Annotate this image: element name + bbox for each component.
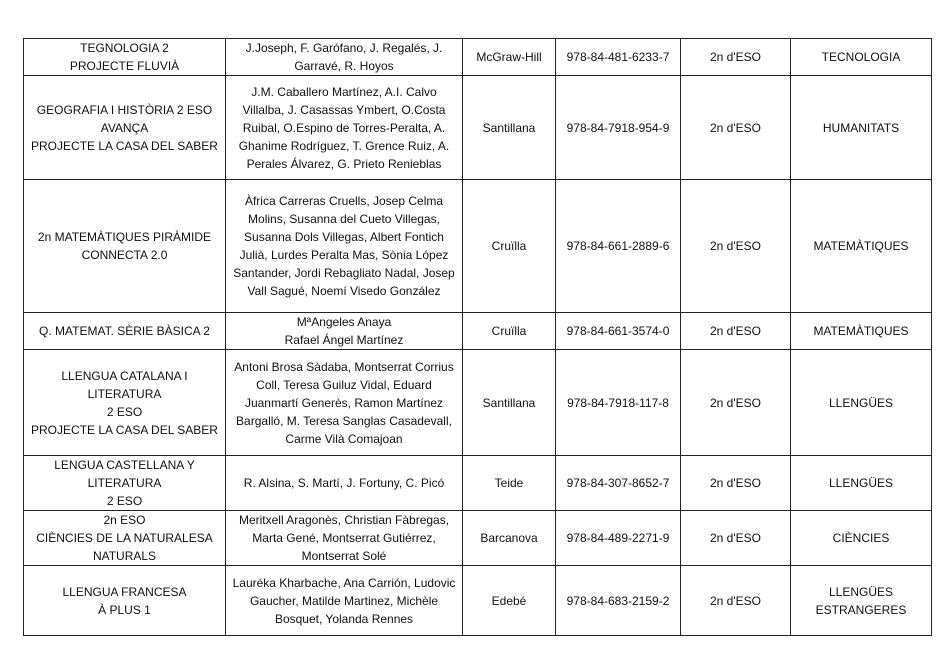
publisher-cell: Cruïlla (463, 313, 556, 350)
isbn-cell: 978-84-489-2271-9 (556, 511, 681, 566)
table-row (24, 566, 932, 636)
course-cell: 2n d'ESO (681, 350, 791, 456)
authors-cell: MªAngeles Anaya Rafael Ángel Martínez (226, 313, 463, 350)
isbn-cell: 978-84-307-8652-7 (556, 456, 681, 511)
publisher-cell: Santillana (463, 350, 556, 456)
publisher-cell: McGraw-Hill (463, 39, 556, 76)
title-cell: 2n ESO CIÈNCIES DE LA NATURALESA NATURALS (24, 511, 226, 566)
title-cell: LENGUA CASTELLANA Y LITERATURA 2 ESO (24, 456, 226, 511)
isbn-cell: 978-84-7918-117-8 (556, 350, 681, 456)
isbn-cell: 978-84-481-6233-7 (556, 39, 681, 76)
isbn-cell: 978-84-661-3574-0 (556, 313, 681, 350)
publisher-cell: Cruïlla (463, 180, 556, 313)
subject-cell: LLENGÜES ESTRANGERES (791, 566, 932, 636)
authors-cell: Lauréka Kharbache, Ana Carrión, Ludovic Gaucher, Matilde Martinez, Michèle Bosquet, Yolanda Rennes (226, 566, 463, 636)
course-cell: 2n d'ESO (681, 180, 791, 313)
title-cell: LLENGUA FRANCESA À PLUS 1 (24, 566, 226, 636)
table-row (24, 313, 932, 350)
course-cell: 2n d'ESO (681, 566, 791, 636)
authors-cell: Antoni Brosa Sàdaba, Montserrat Corrius Coll, Teresa Guiluz Vidal, Eduard Juanmartí Generès, Ramon Martínez Bargalló, M. Teresa Sanglas Casadevall, Carme Vilà Comajoan (226, 350, 463, 456)
subject-cell: TECNOLOGIA (791, 39, 932, 76)
isbn-cell: 978-84-7918-954-9 (556, 76, 681, 180)
title-cell: 2n MATEMÀTIQUES PIRÀMIDE CONNECTA 2.0 (24, 180, 226, 313)
title-cell: LLENGUA CATALANA I LITERATURA 2 ESO PROJECTE LA CASA DEL SABER (24, 350, 226, 456)
course-cell: 2n d'ESO (681, 456, 791, 511)
table-row (24, 180, 932, 313)
publisher-cell: Teide (463, 456, 556, 511)
subject-cell: MATEMÀTIQUES (791, 180, 932, 313)
table-row (24, 350, 932, 456)
authors-cell: J.Joseph, F. Garófano, J. Regalés, J. Garravé, R. Hoyos (226, 39, 463, 76)
authors-cell: R. Alsina, S. Martí, J. Fortuny, C. Picó (226, 456, 463, 511)
title-cell: Q. MATEMAT. SÈRIE BÀSICA 2 (24, 313, 226, 350)
authors-cell: Àfrica Carreras Cruells, Josep Celma Molins, Susanna del Cueto Villegas, Susanna Dols Villegas, Albert Fontich Julià, Lurdes Peralta Mas, Sònia López Santander, Jordi Rebagliato Nadal, Josep Vall Sagué, Noemí Visedo González (226, 180, 463, 313)
table-row (24, 456, 932, 511)
course-cell: 2n d'ESO (681, 76, 791, 180)
subject-cell: LLENGÜES (791, 456, 932, 511)
subject-cell: CIÈNCIES (791, 511, 932, 566)
isbn-cell: 978-84-683-2159-2 (556, 566, 681, 636)
publisher-cell: Santillana (463, 76, 556, 180)
authors-cell: Meritxell Aragonès, Christian Fàbregas, Marta Gené, Montserrat Gutiérrez, Montserrat Solé (226, 511, 463, 566)
publisher-cell: Edebé (463, 566, 556, 636)
course-cell: 2n d'ESO (681, 313, 791, 350)
table-row (24, 511, 932, 566)
publisher-cell: Barcanova (463, 511, 556, 566)
authors-cell: J.M. Caballero Martínez, A.I. Calvo Villalba, J. Casassas Ymbert, O.Costa Ruibal, O.Espino de Torres-Peralta, A. Ghanime Rodríguez, T. Grence Ruiz, A. Perales Álvarez, G. Prieto Renieblas (226, 76, 463, 180)
course-cell: 2n d'ESO (681, 511, 791, 566)
table-row (24, 39, 932, 76)
table-row (24, 76, 932, 180)
subject-cell: LLENGÜES (791, 350, 932, 456)
subject-cell: MATEMÀTIQUES (791, 313, 932, 350)
title-cell: GEOGRAFIA I HISTÒRIA 2 ESO AVANÇA PROJECTE LA CASA DEL SABER (24, 76, 226, 180)
subject-cell: HUMANITATS (791, 76, 932, 180)
isbn-cell: 978-84-661-2889-6 (556, 180, 681, 313)
title-cell: TEGNOLOGIA 2 PROJECTE FLUVIÀ (24, 39, 226, 76)
course-cell: 2n d'ESO (681, 39, 791, 76)
textbook-table (23, 38, 932, 636)
